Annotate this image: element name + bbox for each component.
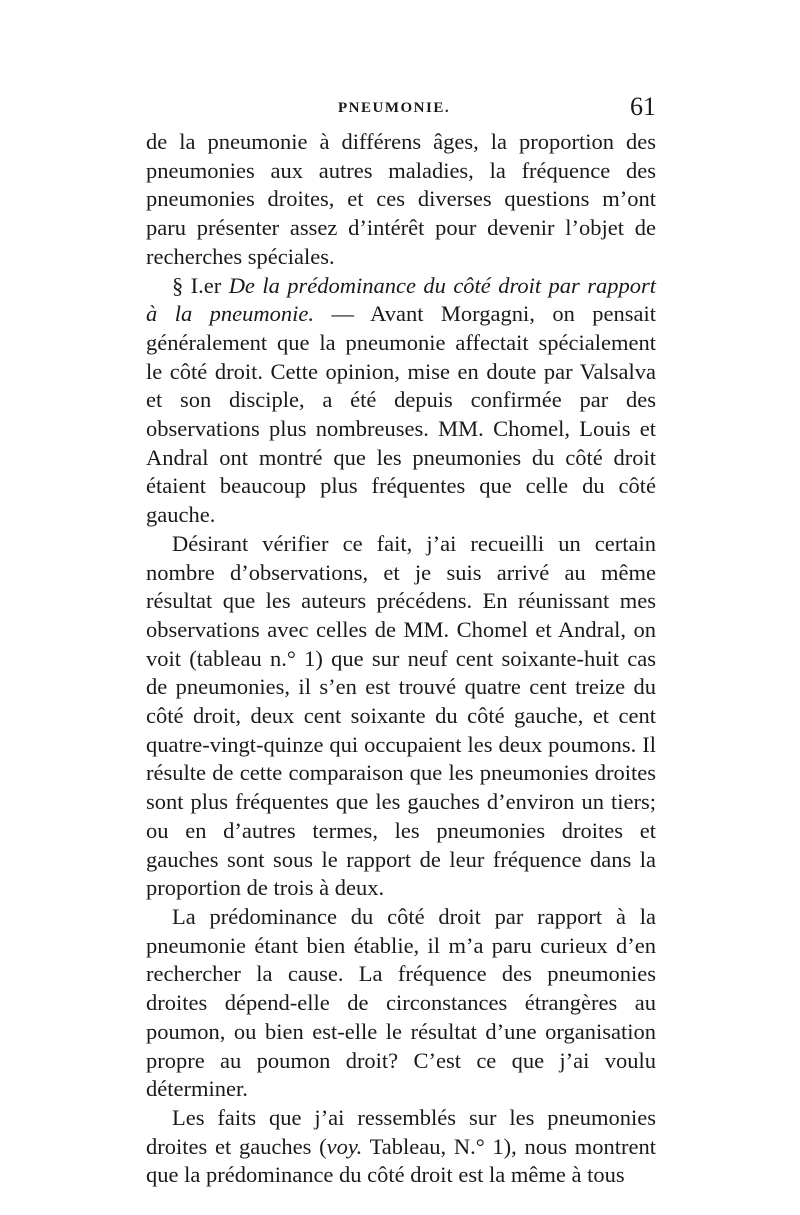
paragraph-1: de la pneumonie à différens âges, la proportion des pneumonies aux autres maladies, la fréquence des pneumonies droites, et ces diverses questions m’ont paru présenter assez d’intérêt pour devenir l’objet de recherches spéciales. [146, 129, 656, 269]
paragraph-2-text: — Avant Morgagni, on pensait généralement que la pneumonie affectait spécialement le côté droit. Cette opinion, mise en doute par Valsalva et son disciple, a été depuis confirmée par des observations plus nombreuses. MM. Chomel, Louis et Andral ont montré que les pneumonies du côté droit étaient beaucoup plus fréquentes que celle du côté gauche. [146, 301, 656, 528]
paragraph-5-end: Tableau, N.° 1), nous montrent que la prédominance du côté droit est la même à tous [146, 1133, 656, 1188]
page-number: 61 [630, 92, 656, 121]
running-head [148, 92, 658, 126]
running-title: PNEUMONIE. [338, 100, 451, 116]
paragraph-2 [146, 272, 656, 530]
paragraph-3: Désirant vérifier ce fait, j’ai recueilli un certain nombre d’observations, et je suis arrivé au même résultat que les auteurs précédens. En réunissant mes observations avec celles de MM. Chomel et Andral, on voit (tableau n.° 1) que sur neuf cent soixante-huit cas de pneumonies, il s’en est trouvé quatre cent treize du côté droit, deux cent soixante du côté gauche, et cent quatre-vingt-quinze qui occupaient les deux poumons. Il résulte de cette comparaison que les pneumonies droites sont plus fréquentes que les gauches d’environ un tiers; ou en d’autres termes, les pneumonies droites et gauches sont sous le rapport de leur fréquence dans la proportion de trois à deux. [146, 530, 656, 901]
section-number: § I.er [172, 272, 222, 298]
paragraph-5 [146, 1104, 656, 1190]
paragraph-5-voy: voy. [326, 1133, 363, 1159]
paragraph-4: La prédominance du côté droit par rapport à la pneumonie étant bien établie, il m’a paru curieux d’en rechercher la cause. La fréquence des pneumonies droites dépend-elle de circonstances étrangères au poumon, ou bien est-elle le résultat d’une organisation propre au poumon droit? C’est ce que j’ai voulu déterminer. [146, 903, 656, 1102]
section-title: De la prédominance du côté droit par rapport à la pneumonie. [146, 272, 656, 327]
body-text [146, 128, 656, 1190]
paragraph-5-start: Les faits que j’ai ressemblés sur les pneumonies droites et gauches ( [146, 1104, 656, 1159]
